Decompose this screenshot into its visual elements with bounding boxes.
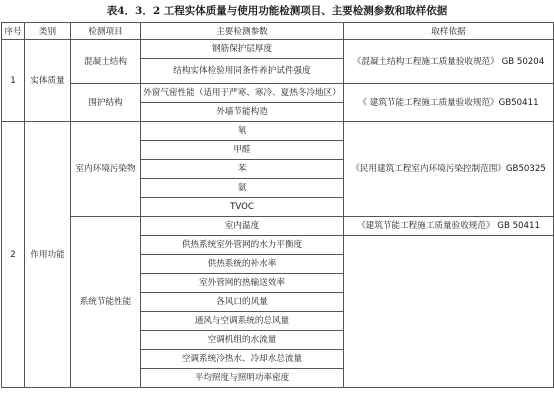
row-number: 2 [2, 122, 25, 388]
param-cell: 供热系统室外管网的水力平衡度 [141, 236, 344, 255]
row-number: 1 [2, 40, 25, 122]
inspection-table [1, 22, 554, 388]
item-cell: 室内环境污染物 [71, 122, 141, 217]
param-cell: 外窗气密性能（适用于严寒、寒冷、夏热冬冷地区） [141, 84, 344, 103]
param-cell: 氡 [141, 122, 344, 141]
param-cell: TVOC [141, 198, 344, 217]
table-title: 表4．3．2 工程实体质量与使用功能检测项目、主要检测参数和取样依据 [106, 5, 448, 17]
param-cell: 苯 [141, 160, 344, 179]
table-row [2, 217, 554, 236]
param-cell: 甲醛 [141, 141, 344, 160]
header-basis: 取样依据 [344, 23, 554, 40]
basis-cell: 《混凝土结构工程施工质量验收规范》 GB 50204 [344, 40, 554, 84]
table-row [2, 40, 554, 59]
param-cell: 空调系统冷热水、冷却水总流量 [141, 350, 344, 369]
item-cell: 系统节能性能 [71, 217, 141, 388]
param-cell: 钢筋保护层厚度 [141, 40, 344, 59]
table-row [2, 84, 554, 103]
header-category: 类别 [25, 23, 71, 40]
basis-cell: 《 建筑节能工程施工质量验收规范》GB50411 [344, 84, 554, 122]
basis-cell: 《建筑节能工程施工质量验收规范》 GB 50411 [344, 217, 554, 236]
param-cell: 外墙节能构造 [141, 103, 344, 122]
item-cell: 混凝土结构 [71, 40, 141, 84]
header-params: 主要检测参数 [141, 23, 344, 40]
param-cell: 氨 [141, 179, 344, 198]
param-cell: 平均照度与照明功率密度 [141, 369, 344, 388]
item-cell: 围护结构 [71, 84, 141, 122]
category-cell: 作用功能 [25, 122, 71, 388]
param-cell: 供热系统的补水率 [141, 255, 344, 274]
param-cell: 空调机组的水流量 [141, 331, 344, 350]
basis-empty-cell [344, 236, 554, 388]
param-cell: 通风与空调系统的总风量 [141, 312, 344, 331]
header-no: 序号 [2, 23, 25, 40]
header-item: 检测项目 [71, 23, 141, 40]
param-cell: 各风口的风量 [141, 293, 344, 312]
param-cell: 室外管网的热输送效率 [141, 274, 344, 293]
category-cell: 实体质量 [25, 40, 71, 122]
table-row [2, 122, 554, 141]
basis-cell: 《民用建筑工程室内环境污染控制范围》GB50325 [344, 122, 554, 217]
param-cell: 室内温度 [141, 217, 344, 236]
param-cell: 结构实体检验用同条件养护试件强度 [141, 59, 344, 84]
table-header-row [2, 23, 554, 40]
